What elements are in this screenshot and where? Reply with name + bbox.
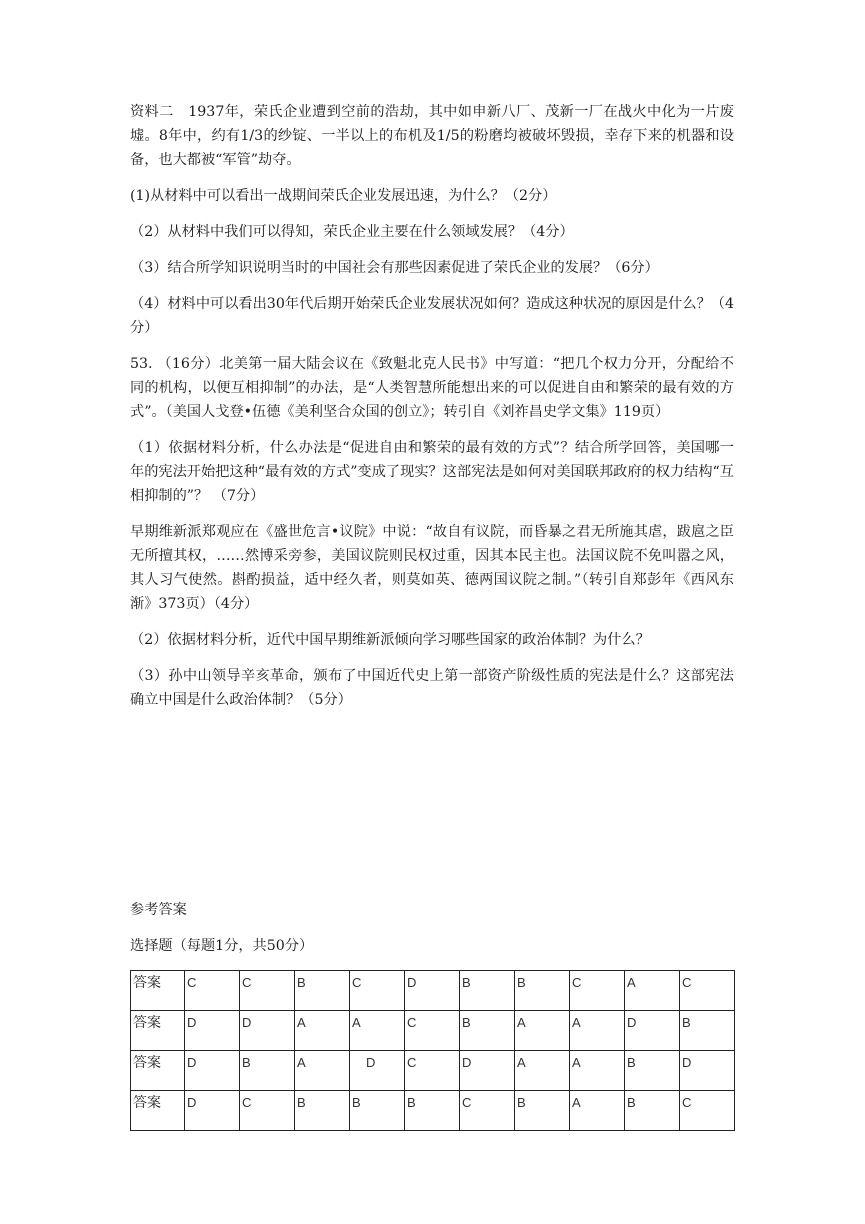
row-label: 答案 (131, 1091, 185, 1131)
answers-title: 参考答案 (130, 902, 187, 918)
answer-cell: D (680, 1051, 735, 1091)
answer-cell: B (680, 1011, 735, 1051)
answers-subtitle: 选择题（每题1分，共50分） (130, 938, 314, 954)
answer-table (130, 970, 735, 1131)
answer-cell: D (405, 971, 460, 1011)
material-two-paragraph: 资料二 1937年，荣氏企业遭到空前的浩劫，其中如申新八厂、茂新一厂在战火中化为一片废墟。8年中，约有1/3的纱锭、一半以上的布机及1/5的粉磨均被破坏毁损，幸存下来的机器和设备，也大都被“军管”劫夺。 (130, 104, 734, 168)
answer-cell: A (295, 1051, 350, 1091)
answer-cell: B (295, 971, 350, 1011)
answer-cell: A (295, 1011, 350, 1051)
row-label: 答案 (131, 971, 185, 1011)
question-4: （4）材料中可以看出30年代后期开始荣氏企业发展状况如何？造成这种状况的原因是什么？（4分） (130, 296, 734, 336)
table-row (131, 971, 735, 1011)
answer-cell: C (680, 1091, 735, 1131)
question-53-part-2: （2）依据材料分析，近代中国早期维新派倾向学习哪些国家的政治体制？为什么？ (130, 632, 650, 648)
answer-cell: C (240, 971, 295, 1011)
answer-cell: C (350, 971, 405, 1011)
table-row (131, 1011, 735, 1051)
answer-cell: D (625, 1011, 680, 1051)
answer-cell: B (460, 971, 515, 1011)
answer-cell: D (460, 1051, 515, 1091)
answer-cell: A (515, 1051, 570, 1091)
document-page (130, 100, 734, 1131)
answer-cell: B (350, 1091, 405, 1131)
answer-cell: A (570, 1011, 625, 1051)
question-3: （3）结合所学知识说明当时的中国社会有那些因素促进了荣氏企业的发展？（6分） (130, 260, 659, 276)
answer-cell: B (405, 1091, 460, 1131)
answer-cell: A (570, 1091, 625, 1131)
answer-cell: D (350, 1051, 405, 1091)
answer-cell: C (460, 1091, 515, 1131)
question-53-part-3: （3）孙中山领导辛亥革命，颁布了中国近代史上第一部资产阶级性质的宪法是什么？这部宪法确立中国是什么政治体制？（5分） (130, 668, 734, 708)
answer-cell: C (405, 1011, 460, 1051)
answer-cell: D (185, 1011, 240, 1051)
question-1: (1)从材料中可以看出一战期间荣氏企业发展迅速，为什么？（2分） (130, 188, 557, 204)
answer-cell: A (350, 1011, 405, 1051)
answer-cell: C (405, 1051, 460, 1091)
blank-space (130, 724, 734, 898)
answer-cell: C (570, 971, 625, 1011)
answer-cell: B (295, 1091, 350, 1131)
answer-cell: D (185, 1051, 240, 1091)
table-row (131, 1091, 735, 1131)
answer-cell: B (460, 1011, 515, 1051)
question-53-intro: 53. （16分）北美第一届大陆会议在《致魁北克人民书》中写道：“把几个权力分开，分配给不同的机构，以便互相抑制”的办法，是“人类智慧所能想出来的可以促进自由和繁荣的最有效的方式”。（美国人戈登•伍德《美利坚合众国的创立》；转引自《刘祚昌史学文集》119页） (130, 356, 734, 420)
answer-cell: D (185, 1091, 240, 1131)
answer-cell: C (185, 971, 240, 1011)
answer-cell: B (625, 1091, 680, 1131)
table-row (131, 1051, 735, 1091)
row-label: 答案 (131, 1051, 185, 1091)
answer-cell: A (570, 1051, 625, 1091)
answer-cell: B (515, 1091, 570, 1131)
row-label: 答案 (131, 1011, 185, 1051)
answer-cell: A (515, 1011, 570, 1051)
answer-cell: A (625, 971, 680, 1011)
answer-cell: B (240, 1051, 295, 1091)
answer-cell: B (515, 971, 570, 1011)
zheng-guanying-material: 早期维新派郑观应在《盛世危言•议院》中说：“故自有议院，而昏暴之君无所施其虐，跋扈之臣无所擅其权，……然博采旁参，美国议院则民权过重，因其本民主也。法国议院不免叫嚣之风，其人习气使然。斟酌损益，适中经久者，则莫如英、德两国议院之制。”（转引自郑彭年《西风东渐》373页）（4分） (130, 524, 734, 612)
answer-cell: D (240, 1011, 295, 1051)
answer-cell: C (240, 1091, 295, 1131)
answer-cell: B (625, 1051, 680, 1091)
question-53-part-1: （1）依据材料分析，什么办法是“促进自由和繁荣的最有效的方式”？结合所学回答，美国哪一年的宪法开始把这种“最有效的方式”变成了现实？这部宪法是如何对美国联邦政府的权力结构“互相抑制的”？ （7分） (130, 440, 734, 504)
answer-cell: C (680, 971, 735, 1011)
question-2: （2）从材料中我们可以得知，荣氏企业主要在什么领域发展？（4分） (130, 224, 574, 240)
